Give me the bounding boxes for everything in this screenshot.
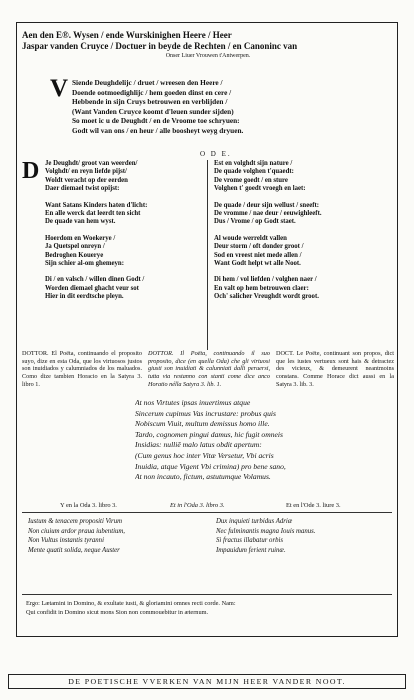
ode-line: De quade / deur sijn wellust / sneeft: — [214, 201, 320, 209]
ode-line: De vrome goedt / en sture — [214, 176, 288, 184]
closing-line: Ergo: Lætamini in Domino, & exultate iusti, & gloriamini omnes recti corde. Nam: — [26, 600, 236, 607]
column-divider — [207, 160, 208, 350]
heading-line-2: Jaspar vanden Cruyce / Doctuer in beyde de Rechten / en Canoninc van — [22, 41, 298, 51]
ode-line: Want Satans Kinders haten d'licht: — [45, 201, 148, 209]
ode-label: O D E. — [200, 150, 232, 158]
reference-spanish: Y en la Oda 3. libro 3. — [60, 502, 117, 509]
ode-line — [214, 194, 394, 202]
sonnet-line: (Want Vanden Cruyce koomt d'leuen sunder sijden) — [72, 106, 234, 116]
quote-line: (Cum genus hoc inter Vitæ Versetur, Vbi acris — [135, 450, 274, 460]
ode-line: Sod en vreest niet mede allen / — [214, 251, 302, 259]
divider-rule — [22, 512, 392, 513]
ode-line: Di hem / vol liefden / volghen naer / — [214, 276, 317, 284]
reference-french: Et en l'Ode 3. liure 3. — [286, 502, 341, 509]
ode-line: Hier in dit eerdtsche pleyn. — [45, 293, 124, 301]
ode-verse: Nec fulminantis magna Iouis manus. — [216, 527, 316, 535]
commentary-italian: DOTTOR. Il Poëta, continuando il suo proposito, dice (en quella Oda) che gli virtuosi giusti son inuidiati & calunniati dalli peruersi, tutta via restanno con stanti come dice anco Horatio nélla Satyra 3. lib. 1. — [148, 350, 270, 388]
ode-verse: Iustum & tenacem propositi Virum — [28, 518, 123, 525]
page-footer: DE POETISCHE VVERKEN VAN MIJN HEER VANDER NOOT. — [8, 674, 406, 689]
dedication-heading — [22, 30, 394, 60]
ode-line — [214, 268, 394, 276]
ode-initial: D — [22, 158, 40, 184]
ode-line: Al woude werreldt vallen — [214, 234, 287, 242]
ode-line: Est en volghdt sijn nature / — [214, 160, 293, 167]
sonnet-initial: V — [50, 75, 69, 102]
ode-line: Hoerdom en Woekerye / — [45, 234, 116, 242]
ode-left-column — [45, 160, 205, 302]
ode-line: De vromme / nae deur / eeuwighleeft. — [214, 210, 322, 218]
ode-line: Di / en valsch / willen dinen Godt / — [45, 276, 145, 284]
reference-italian: Et in l'Oda 3. libro 3. — [170, 502, 225, 509]
ode-line: Sijn schier al-om ghemeyn: — [45, 260, 124, 268]
ode-verse: Non ciuium ardor praua iubentium, — [28, 527, 125, 535]
ode-line — [214, 227, 394, 235]
ode-line: Woldt veracht op der eerden — [45, 176, 128, 184]
ode-line: De quade van hem wyst. — [45, 218, 116, 226]
ode-line: Ja Quetspel onreyn / — [45, 243, 105, 251]
ode-verse: Si fractus illabatur orbis — [216, 537, 284, 545]
ode-line: De quade volghen t'quaedt: — [214, 168, 294, 176]
heading-line-3: Onser Liuer Vrouwen t'Antwerpen. — [165, 53, 251, 59]
ode-line: Volghdt/ en reyn liefde pijst/ — [45, 168, 127, 176]
sonnet-line: Godt wil van ons / en heur / alle boosheyt weyg dryuen. — [72, 125, 244, 135]
sonnet — [72, 78, 243, 136]
divider-rule — [22, 594, 392, 595]
quote-line: At non incauto, fictum, astutumque Volamus. — [135, 472, 271, 482]
ode-line: Volghen t' goedt vroegh en laet: — [214, 185, 306, 193]
sonnet-line: Doende ootmoedighlijc / hem goeden dinst en cere / — [72, 87, 232, 97]
ode-line: Worden diemael ghacht veur sot — [45, 284, 139, 292]
ode-line — [45, 268, 205, 276]
ode-line: Want Godt helpt wt alle Noot. — [214, 260, 301, 268]
commentary-spanish: DOTTOR. El Poëta, continuando el proposito suyo, dize en esta Oda, que los virtuosos justos son inuidiados y calumniados de los maluados. Como dize tambien Horacio en la Satyra 3. libro 1. — [22, 350, 142, 388]
commentary-french: DOCT. Le Poëte, continuant son propos, dict que les iustes vertueux sont hais & detractez des vicieux, & demeurent neantmoins constans. Comme Horace dict aussi en la Satyra 3. lib. 3. — [276, 350, 394, 388]
ode-line: Dus / Vrome / op Godt staet. — [214, 218, 296, 226]
sonnet-line: Hebbende in sijn Cruys betrouwen en verblijden / — [72, 97, 228, 107]
quote-line: Nobiscum Viuit, multum demissus homo ille. — [135, 419, 270, 429]
quote-line: At nos Virtutes ipsas inuertimus atque — [135, 398, 251, 407]
ode-line — [45, 194, 205, 202]
ode-verse: Dux inquieti turbidus Adriæ — [216, 518, 293, 525]
quote-line: Inuidia, atque Vigent Vbi crimina) pro bene sano, — [135, 461, 286, 471]
ode-verse: Non Vultus instantis tyranni — [28, 537, 104, 545]
ode-verse: Mente quatit solida, neque Auster — [28, 547, 120, 555]
ode-verse: Impauidum ferient ruinæ. — [216, 547, 286, 555]
heading-line-1: Aen den E®. Wysen / ende Wurskinighen Heere / Heer — [22, 30, 232, 40]
closing-verse — [26, 599, 236, 617]
quote-line: Tardo, cognomen pingui damus, hic fugit omneis — [135, 429, 283, 439]
horace-ode-right — [216, 517, 394, 556]
ode-line: En alle werck dat leerdt ten sicht — [45, 210, 141, 218]
ode-line: Je Deughdt/ groot van weerden/ — [45, 160, 138, 167]
ode-line: Deur storm / oft donder groot / — [214, 243, 304, 251]
ode-line: Bedroghen Kouerye — [45, 251, 104, 259]
closing-line: Qui confidit in Domino sicut mons Sion non commouebitur in æternum. — [26, 609, 209, 616]
ode-line: En valt op hem betrouwen claer: — [214, 284, 309, 292]
ode-line — [45, 227, 205, 235]
quote-line: Insidias: nulliē malo latus obdit apertum: — [135, 440, 262, 450]
sonnet-line: So moet ic u de Deughdt / en de Vroome toe schryuen: — [72, 116, 240, 126]
ode-line: Daer diemael twist opijst: — [45, 185, 120, 193]
sonnet-line: Siende Deughdelijc / druet / wreesen den Heere / — [72, 78, 223, 87]
ode-right-column — [214, 160, 394, 302]
horace-ode-left — [28, 517, 208, 556]
ode-line: Och' salicher Vreughdt wordt groot. — [214, 293, 319, 301]
quote-line: Sincerum cupimus Vas incrustare: probus quis — [135, 408, 276, 418]
horace-satire-quote — [135, 398, 286, 483]
